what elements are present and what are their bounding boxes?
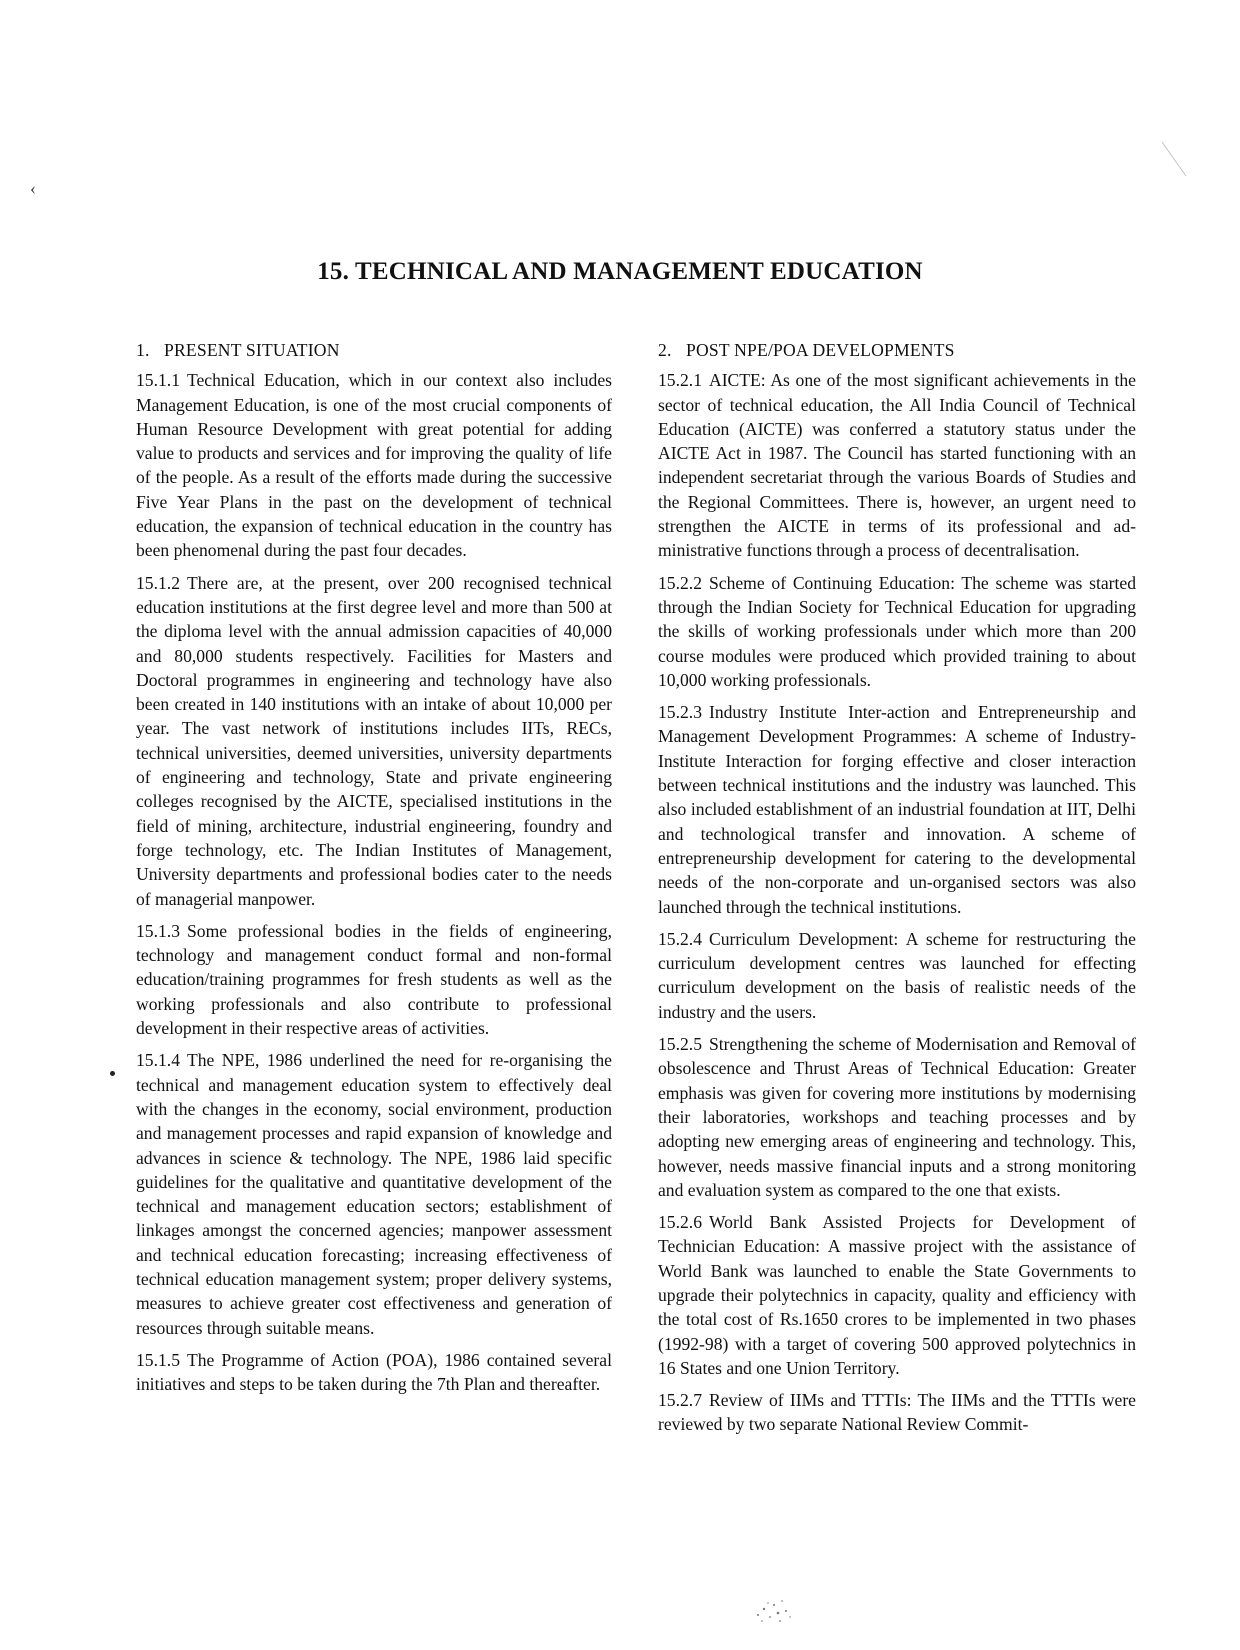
paragraph-text: The NPE, 1986 underlined the need for re-organising the technical and management education system to effectively deal with the changes in the economy, social environment, production and management processes and rapid expansion of knowledge and advances in science & technology. The NPE, 1986 laid specific guidelines for the qualitative and quantitative development of the technical and management education sectors; establishment of linkages amongst the concerned agencies; manpower assessment and technical education forecasting; increasing effectiveness of technical education management system; proper delivery systems, measures to achieve greater cost effectiveness and generation of resources through suitable means. <box>136 1050 612 1338</box>
paragraph-text: Industry Institute Inter-action and Entrepreneurship and Management Development Programmes: A scheme of Industry-Institute Interaction for forging effective and closer interaction between technical institutions and the industry was launched. This also included establishment of an industrial foundation at IIT, Delhi and technological transfer and innovation. A scheme of entrepreneurship development for catering to the developmental needs of the non-corporate and un-organised sectors was also launched through the technical institutions. <box>658 702 1136 917</box>
paragraph-15-2-6 <box>658 1210 1136 1380</box>
paragraph-number: 15.2.3 <box>658 702 702 723</box>
paragraph-number: 15.1.3 <box>136 920 180 941</box>
scan-artifact-mark: ‹ <box>30 178 36 198</box>
scan-streak <box>1160 140 1190 180</box>
paragraph-number: 15.1.4 <box>136 1050 180 1071</box>
paragraph-text: World Bank Assisted Projects for Development of Technician Education: A massive project with the assistance of World Bank was launched to enable the State Governments to upgrade their polytechnics in capacity, quality and efficiency with the total cost of Rs.1650 crores to be implemented in two phases (1992-98) with a target of covering 500 approved polytechnics in 16 States and one Union Territory. <box>658 1212 1136 1378</box>
paragraph-text: The Programme of Action (POA), 1986 contained several initiatives and steps to be taken during the 7th Plan and thereafter. <box>136 1349 612 1395</box>
paragraph-text: Some professional bodies in the fields of engineering, technology and management conduct formal and non-formal education/training programmes for fresh students as well as the working professionals and also contribute to professional development in their respective areas of activities. <box>136 920 612 1039</box>
paragraph-text: Technical Education, which in our context also includes Management Education, is one of the most crucial components of Human Resource Development with great potential for adding value to products and services and for improving the quality of life of the people. As a result of the efforts made during the successive Five Year Plans in the past on the development of technical education, the expansion of technical education in the country has been phenomenal during the past four decades. <box>136 370 612 561</box>
paragraph-15-1-2 <box>136 571 612 911</box>
right-column <box>658 338 1136 1445</box>
paragraph-number: 15.2.6 <box>658 1212 702 1233</box>
paragraph-15-2-3 <box>658 700 1136 919</box>
paragraph-text: Strengthening the scheme of Modernisation and Removal of obsolescence and Thrust Areas of Technical Education: Greater emphasis was given for covering more institutions by modernising their laboratories, workshops and teaching processes and by adopting new emerging areas of engineering and technology. This, however, needs massive financial inputs and a strong monitoring and evaluation system as compared to the one that exists. <box>658 1034 1136 1200</box>
scan-speckle <box>752 1595 796 1625</box>
paragraph-15-2-4 <box>658 927 1136 1024</box>
paragraph-number: 15.2.7 <box>658 1390 702 1411</box>
paragraph-15-1-1 <box>136 368 612 562</box>
paragraph-text: Curriculum Development: A scheme for restructuring the curriculum development centres was launched for effecting curriculum development on the basis of realistic needs of the industry and the users. <box>658 928 1136 1022</box>
margin-dot <box>110 1071 115 1076</box>
paragraph-number: 15.1.2 <box>136 572 180 593</box>
paragraph-number: 15.2.1 <box>658 370 702 391</box>
section-number: 1. <box>136 340 150 360</box>
paragraph-15-2-1 <box>658 368 1136 562</box>
paragraph-text: There are, at the present, over 200 recognised technical education institutions at the first degree level and more than 500 at the diploma level with the annual admission capacities of 40,000 and 80,000 students respectively. Facilities for Masters and Doctoral programmes in engineering and technology have also been created in 140 institutions with an intake of about 10,000 per year. The vast network of institutions includes IITs, RECs, technical universities, deemed universities, university departments of engineering and technology, State and private engineering colleges recognised by the AICTE, specialised institutions in the field of mining, architecture, industrial engineering, foundry and forge technology, etc. The Indian Institutes of Management, University departments and professional bodies cater to the needs of managerial manpower. <box>136 572 612 909</box>
page-title: 15. TECHNICAL AND MANAGEMENT EDUCATION <box>317 258 923 285</box>
paragraph-15-1-4 <box>136 1048 612 1340</box>
left-column <box>136 338 612 1404</box>
paragraph-15-1-3 <box>136 919 612 1040</box>
paragraph-15-2-2 <box>658 571 1136 692</box>
section-heading-post-npe-poa <box>658 338 1136 362</box>
section-title: PRESENT SITUATION <box>164 340 340 360</box>
paragraph-text: Scheme of Continuing Education: The scheme was started through the Indian Society for Technical Education for upgrading the skills of working professionals under which more than 200 course modules were produced which provided training to about 10,000 working professionals. <box>658 572 1136 690</box>
paragraph-number: 15.2.5 <box>658 1034 702 1055</box>
paragraph-text: AICTE: As one of the most significant achievements in the sector of technical education, the All India Council of Technical Education (AICTE) was conferred a statutory status under the AICTE Act in 1987. The Council has started functioning with an independent secretariat through the various Boards of Studies and the Regional Committees. There is, however, an urgent need to strengthen the AICTE in terms of its professional and administrative functions through a process of decentralisation. <box>658 370 1136 561</box>
section-title: POST NPE/POA DEVELOPMENTS <box>686 340 955 360</box>
paragraph-15-1-5 <box>136 1348 612 1397</box>
section-number: 2. <box>658 340 672 360</box>
paragraph-15-2-7 <box>658 1388 1136 1437</box>
paragraph-number: 15.2.2 <box>658 572 702 593</box>
paragraph-text: Review of IIMs and TTTIs: The IIMs and the TTTIs were reviewed by two separate National Review Commit- <box>658 1390 1136 1435</box>
paragraph-number: 15.1.5 <box>136 1349 180 1370</box>
paragraph-number: 15.2.4 <box>658 928 702 949</box>
paragraph-15-2-5 <box>658 1032 1136 1202</box>
paragraph-number: 15.1.1 <box>136 370 180 391</box>
section-heading-present-situation <box>136 338 612 362</box>
